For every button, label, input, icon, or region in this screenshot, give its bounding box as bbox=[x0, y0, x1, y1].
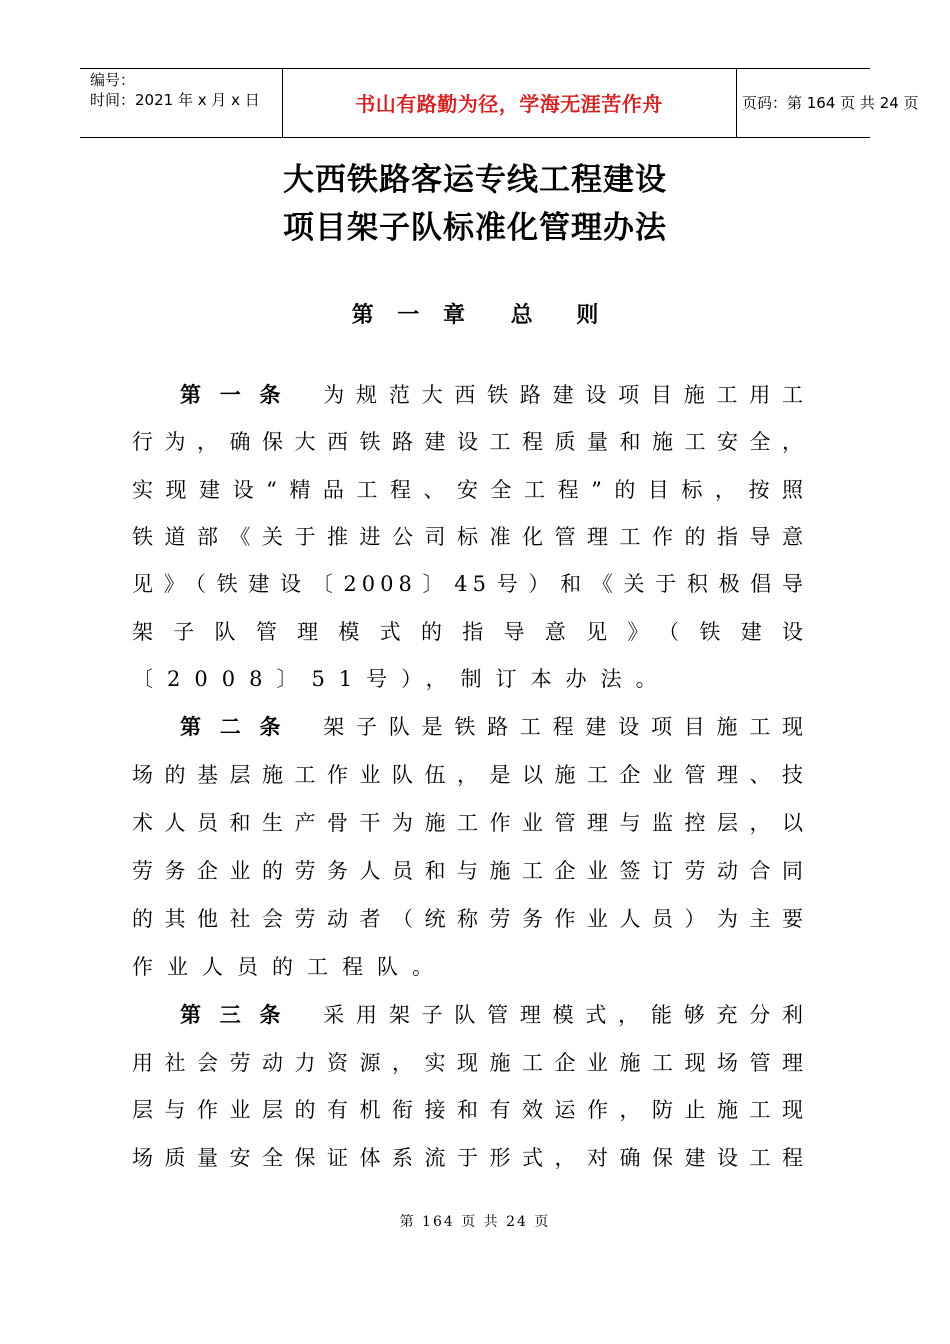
time-label: 时间：2021 年 x 月 x 日 bbox=[90, 91, 260, 109]
article-1-line-1 bbox=[180, 378, 808, 412]
page-code: 页码：第 164 页 共 24 页 bbox=[742, 94, 919, 112]
chapter-char-4: 总 bbox=[510, 302, 533, 328]
article-2-line-6: 作业人员的工程队。 bbox=[132, 955, 447, 979]
chapter-char-2: 一 bbox=[397, 302, 420, 328]
chapter-char-1: 第 bbox=[351, 302, 374, 328]
chapter-char-5: 则 bbox=[576, 302, 599, 328]
article-2-line-1 bbox=[180, 710, 808, 744]
article-2-line-5: 的其他社会劳动者（统称劳务作业人员）为主要 bbox=[132, 907, 808, 931]
article-2-line-4: 劳务企业的劳务人员和与施工企业签订劳动合同 bbox=[132, 859, 808, 883]
article-1-line-3: 实现建设“精品工程、安全工程”的目标，按照 bbox=[132, 478, 808, 502]
article-1-line-6: 架子队管理模式的指导意见》（铁建设 bbox=[132, 620, 808, 644]
document-title-line2: 项目架子队标准化管理办法 bbox=[283, 210, 667, 246]
header-motto-cell bbox=[282, 69, 737, 137]
motto-text: 书山有路勤为径，学海无涯苦作舟 bbox=[355, 92, 663, 116]
article-1-line-7: 〔2008〕51号），制订本办法。 bbox=[132, 667, 671, 691]
chapter-heading bbox=[0, 298, 950, 332]
article-3-line-2: 用社会劳动力资源，实现施工企业施工现场管理 bbox=[132, 1051, 808, 1075]
article-3-line-3: 层与作业层的有机衔接和有效运作，防止施工现 bbox=[132, 1098, 808, 1122]
document-title-line1: 大西铁路客运专线工程建设 bbox=[283, 162, 667, 198]
article-2-text: 架子队是铁路工程建设项目施工现 bbox=[323, 715, 808, 739]
chapter-char-3: 章 bbox=[442, 302, 465, 328]
article-1-label: 第一条 bbox=[180, 382, 300, 407]
page-footer: 第 164 页 共 24 页 bbox=[399, 1214, 551, 1230]
article-2-line-3: 术人员和生产骨干为施工作业管理与监控层，以 bbox=[132, 811, 808, 835]
article-2-line-2: 场的基层施工作业队伍，是以施工企业管理、技 bbox=[132, 763, 808, 787]
document-header bbox=[80, 68, 919, 138]
article-3-line-4: 场质量安全保证体系流于形式，对确保建设工程 bbox=[132, 1146, 808, 1170]
number-label: 编号： bbox=[90, 71, 136, 89]
article-3-line-1 bbox=[180, 998, 808, 1032]
article-3-text: 采用架子队管理模式，能够充分利 bbox=[323, 1003, 808, 1027]
article-3-label: 第三条 bbox=[180, 1002, 300, 1027]
article-1-line-4: 铁道部《关于推进公司标准化管理工作的指导意 bbox=[132, 525, 808, 549]
header-info-cell bbox=[80, 69, 283, 137]
article-1-line-5: 见》（铁建设〔2008〕45号）和《关于积极倡导 bbox=[132, 572, 808, 596]
article-1-text: 为规范大西铁路建设项目施工用工 bbox=[323, 383, 808, 407]
article-2-label: 第二条 bbox=[180, 714, 300, 739]
header-page-cell bbox=[736, 69, 919, 137]
article-1-line-2: 行为，确保大西铁路建设工程质量和施工安全， bbox=[132, 430, 808, 454]
